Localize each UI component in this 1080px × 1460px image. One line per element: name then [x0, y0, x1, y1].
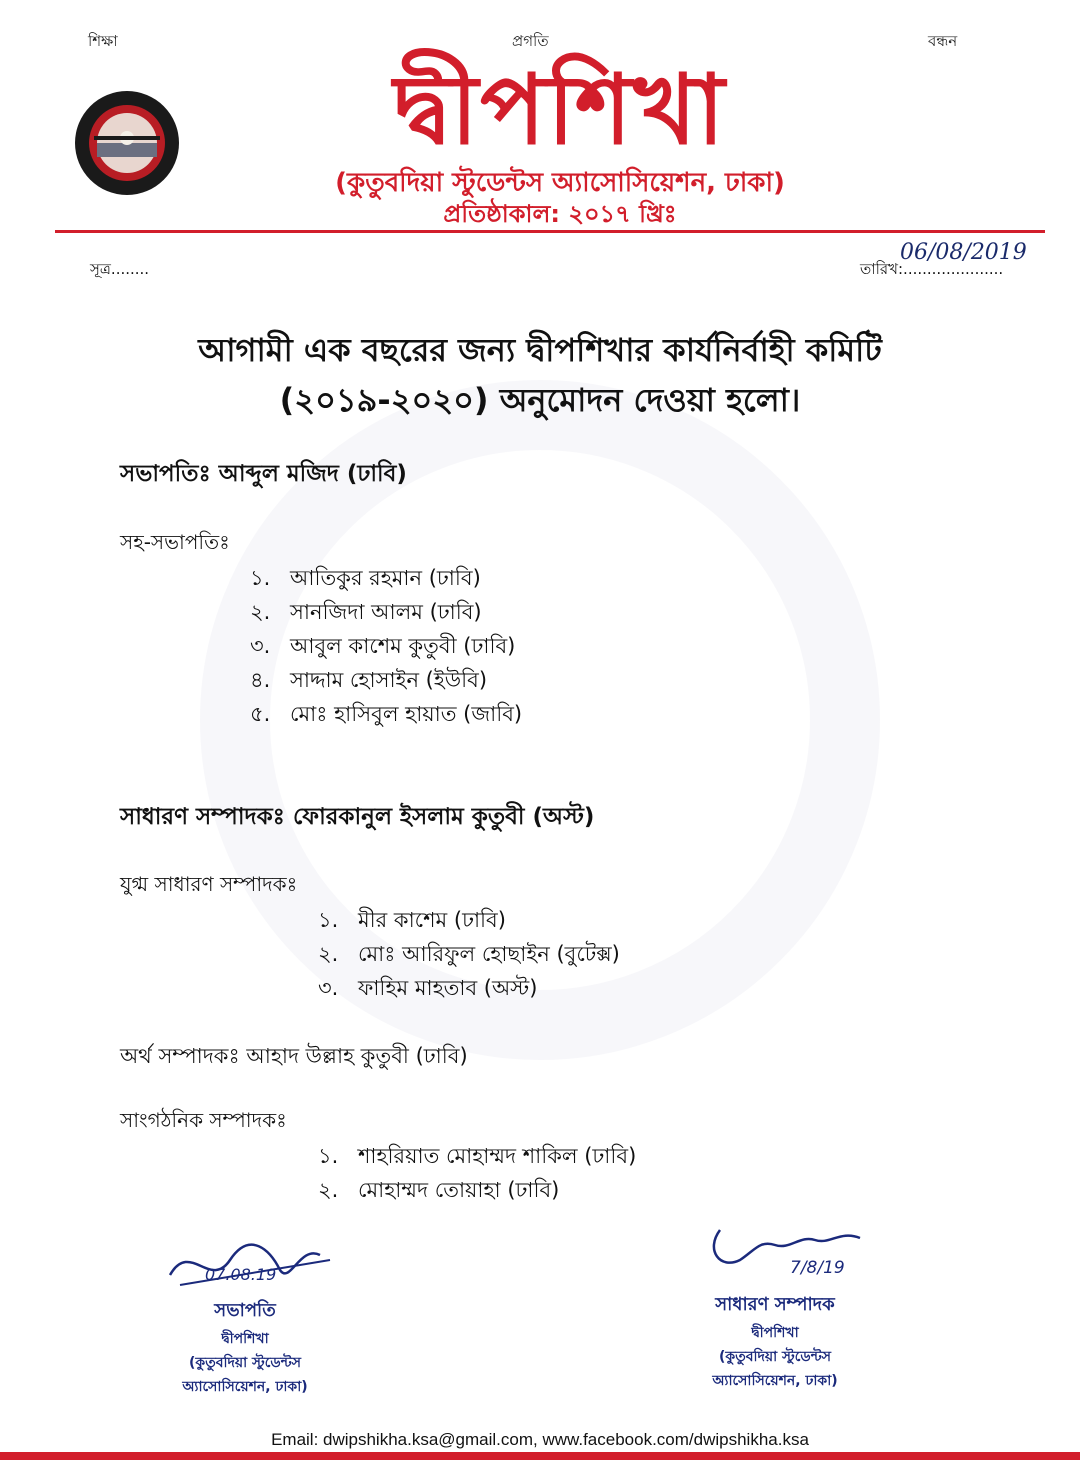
- headline-line-1: আগামী এক বছরের জন্য দ্বীপশিখার কার্যনির্বাহী কমিটি: [198, 331, 882, 369]
- motto-center: প্রগতি: [512, 32, 549, 50]
- general-secretary: সাধারণ সম্পাদকঃ ফোরকানুল ইসলাম কুতুবী (অস্ট): [120, 804, 595, 830]
- list-item: ৩. ফাহিম মাহতাব (অস্ট): [318, 976, 538, 1000]
- list-item: ৫. মোঃ হাসিবুল হায়াত (জাবি): [250, 702, 523, 726]
- treasurer: অর্থ সম্পাদকঃ আহাদ উল্লাহ কুতুবী (ঢাবি): [120, 1044, 468, 1068]
- stamp-line: (কুতুবদিয়া স্টুডেন্টস: [189, 1355, 301, 1371]
- stamp-title: সাধারণ সম্পাদক: [715, 1294, 835, 1315]
- date-value: 06/08/2019: [900, 240, 1027, 265]
- date-label: তারিখ:.....................: [860, 260, 1004, 278]
- organization-logo: [72, 88, 182, 198]
- president-stamp: [130, 1296, 360, 1399]
- motto-left: শিক্ষা: [88, 32, 118, 50]
- vice-president-heading: সহ-সভাপতিঃ: [120, 530, 230, 554]
- headline-line-2: (২০১৯-২০২০) অনুমোদন দেওয়া হলো।: [279, 381, 801, 419]
- general-secretary-stamp: [660, 1290, 890, 1393]
- general-secretary-signature-date: 7/8/19: [790, 1258, 845, 1278]
- founded-year: প্রতিষ্ঠাকাল: ২০১৭ খ্রিঃ: [443, 200, 677, 228]
- organization-subtitle: (কুতুবদিয়া স্টুডেন্টস অ্যাসোসিয়েশন, ঢাকা): [335, 168, 785, 198]
- list-item: ৩. আবুল কাশেম কুতুবী (ঢাবি): [250, 634, 516, 658]
- footer-contact: Email: dwipshikha.ksa@gmail.com, www.facebook.com/dwipshikha.ksa: [271, 1430, 809, 1449]
- stamp-org: দ্বীপশিখা: [221, 1331, 269, 1347]
- organization-title: দ্বীপশিখা: [393, 54, 727, 166]
- list-item: ২. মোঃ আরিফুল হোছাইন (বুটেক্স): [318, 942, 620, 966]
- header-divider: [55, 230, 1045, 233]
- footer-bar: [0, 1452, 1080, 1460]
- president: সভাপতিঃ আব্দুল মজিদ (ঢাবি): [120, 461, 407, 487]
- stamp-line: (কুতুবদিয়া স্টুডেন্টস: [719, 1349, 831, 1365]
- list-item: ১. আতিকুর রহমান (ঢাবি): [250, 566, 481, 590]
- stamp-title: সভাপতি: [214, 1300, 276, 1321]
- list-item: ১. মীর কাশেম (ঢাবি): [318, 908, 506, 932]
- stamp-org: দ্বীপশিখা: [751, 1325, 799, 1341]
- organizing-secretary-heading: সাংগঠনিক সম্পাদকঃ: [120, 1108, 287, 1132]
- reference-label: সূত্র........: [90, 260, 150, 278]
- motto-right: বন্ধন: [928, 32, 958, 50]
- joint-secretary-heading: যুগ্ম সাধারণ সম্পাদকঃ: [120, 872, 298, 896]
- stamp-line: অ্যাসোসিয়েশন, ঢাকা): [712, 1373, 838, 1389]
- stamp-line: অ্যাসোসিয়েশন, ঢাকা): [182, 1379, 308, 1395]
- list-item: ২. মোহাম্মদ তোয়াহা (ঢাবি): [318, 1178, 560, 1202]
- list-item: ১. শাহরিয়াত মোহাম্মদ শাকিল (ঢাবি): [318, 1144, 637, 1168]
- list-item: ৪. সাদ্দাম হোসাইন (ইউবি): [250, 668, 488, 692]
- list-item: ২. সানজিদা আলম (ঢাবি): [250, 600, 482, 624]
- president-signature-date: 07.08.19: [205, 1265, 277, 1284]
